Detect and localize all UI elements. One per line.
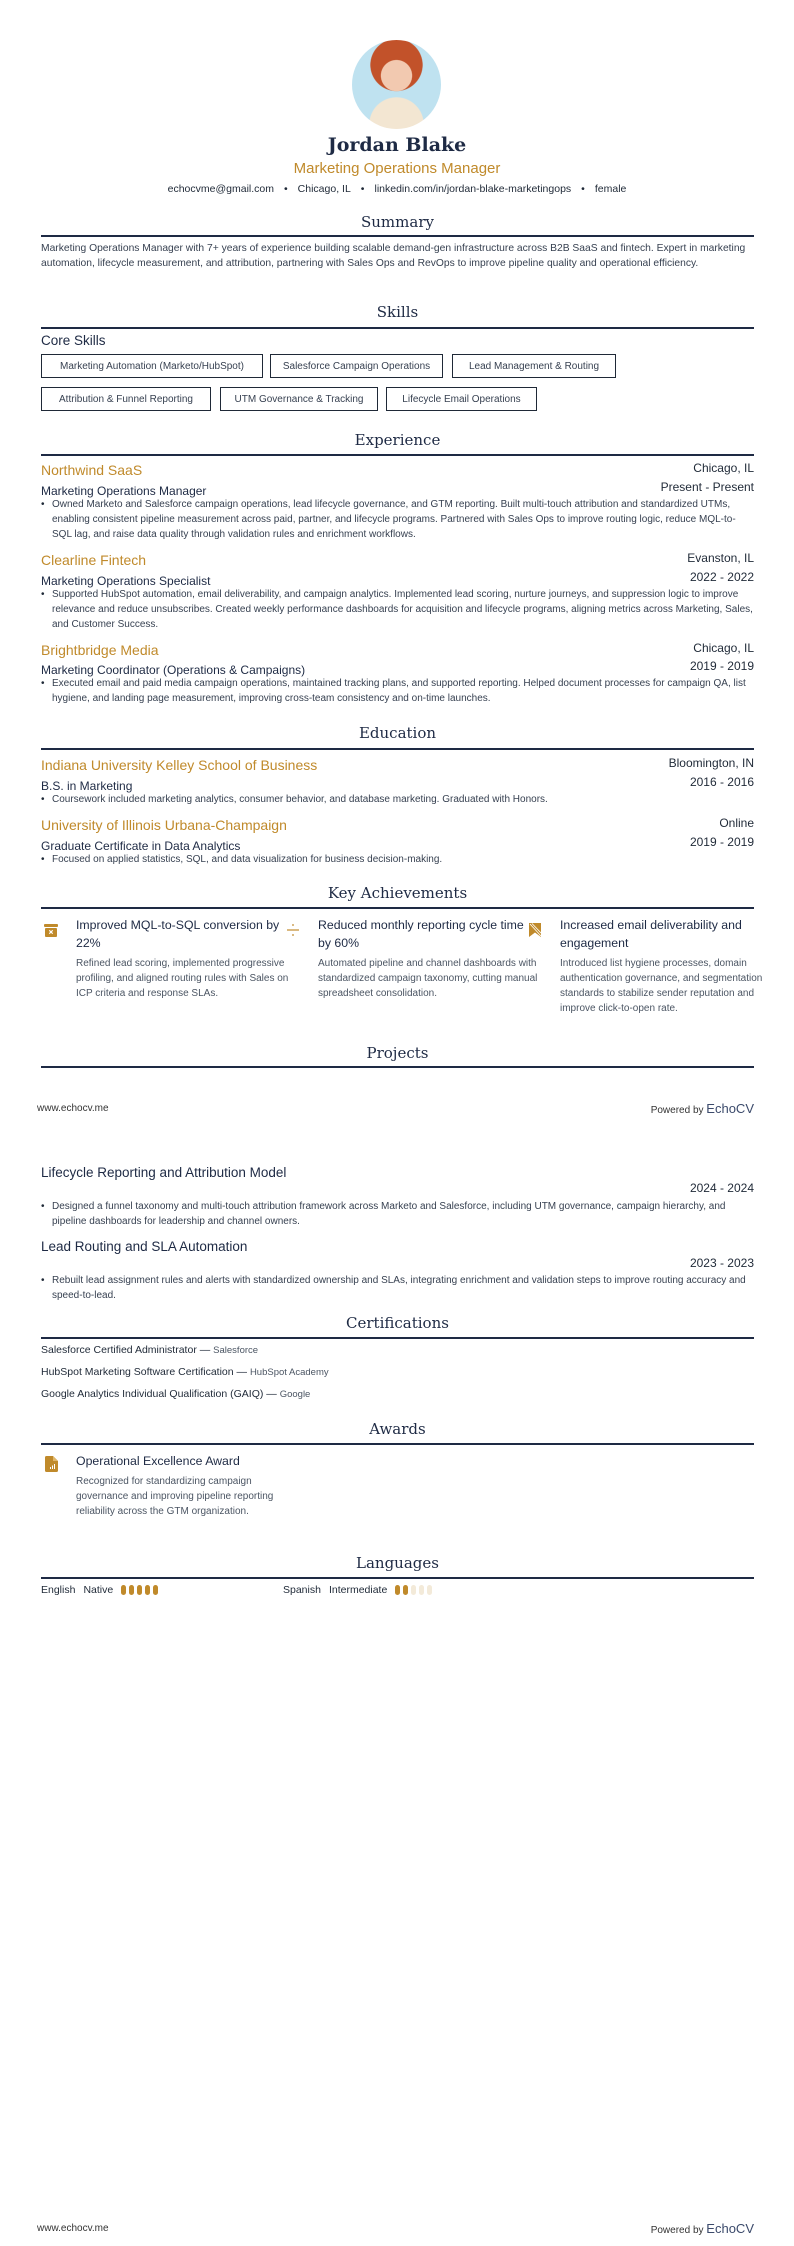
footer-powered <box>651 1101 754 1116</box>
candidate-title: Marketing Operations Manager <box>293 160 501 177</box>
section-title-languages: Languages <box>356 1554 439 1572</box>
degree: B.S. in Marketing <box>41 779 133 793</box>
rating-pip-filled <box>129 1585 134 1595</box>
footer-powered-label: Powered by <box>650 2225 704 2236</box>
rating-pip-filled <box>121 1585 126 1595</box>
footer-powered <box>651 2221 754 2236</box>
experience-item-role <box>41 480 754 498</box>
section-title-education: Education <box>358 724 437 742</box>
section-title-summary: Summary <box>361 213 434 231</box>
certification-issuer: Google <box>279 1389 311 1400</box>
separator-dot: • <box>581 183 585 195</box>
award-document-icon <box>45 1456 58 1472</box>
education-bullet: • Focused on applied statistics, SQL, and data visualization for business decision-making. <box>41 852 754 867</box>
school-location: Bloomington, IN <box>668 756 754 770</box>
education-dates: 2016 - 2016 <box>689 775 754 789</box>
experience-item-role <box>41 659 754 677</box>
skill-chip: UTM Governance & Tracking <box>220 387 378 411</box>
certification-name: HubSpot Marketing Software Certification <box>41 1366 234 1378</box>
rating-pip-empty <box>427 1585 432 1595</box>
achievement-card <box>560 916 780 1016</box>
rating-pip-filled <box>403 1585 408 1595</box>
language-level: Intermediate <box>328 1584 388 1596</box>
project-item-dates <box>41 1181 754 1199</box>
degree: Graduate Certificate in Data Analytics <box>41 839 241 853</box>
employer-location: Evanston, IL <box>687 551 754 565</box>
language-name: English <box>41 1584 76 1596</box>
education-item-degree <box>41 835 754 853</box>
skill-chip: Lead Management & Routing <box>452 354 616 378</box>
bookmark-slash-icon <box>527 922 543 938</box>
language-item <box>41 1584 161 1596</box>
employer-location: Chicago, IL <box>693 641 754 655</box>
footer-brand[interactable]: EchoCV <box>706 1101 754 1116</box>
certification-issuer: HubSpot Academy <box>249 1367 329 1378</box>
section-title-projects: Projects <box>366 1044 429 1062</box>
skill-chip: Lifecycle Email Operations <box>386 387 537 411</box>
candidate-name: Jordan Blake <box>327 134 467 156</box>
certification-separator: — <box>266 1388 277 1400</box>
achievement-card <box>76 916 296 1001</box>
section-divider <box>41 1577 754 1579</box>
section-divider <box>41 1066 754 1068</box>
language-rating <box>121 1585 161 1595</box>
achievement-title: Increased email deliverability and engagement <box>560 918 742 950</box>
project-bullet: • Rebuilt lead assignment rules and alerts with standardized ownership and SLAs, integrating enrichment and validation steps to improve routing accuracy and speed-to-lead. <box>41 1273 754 1303</box>
achievement-card <box>318 916 538 1001</box>
section-title-skills: Skills <box>376 303 419 321</box>
language-name: Spanish <box>283 1584 321 1596</box>
achievement-desc: Automated pipeline and channel dashboards with standardized campaign taxonomy, cutting manual spreadsheet consolidation. <box>318 958 538 999</box>
avatar <box>352 40 441 129</box>
archive-box-icon <box>43 922 59 938</box>
divide-icon <box>285 922 301 938</box>
section-divider <box>41 454 754 456</box>
job-dates: Present - Present <box>660 480 754 494</box>
project-name: Lead Routing and SLA Automation <box>41 1239 248 1254</box>
certification-issuer: Salesforce <box>213 1345 259 1356</box>
project-bullet: • Designed a funnel taxonomy and multi-touch attribution framework across Marketo and Salesforce, including UTM governance, campaign hierarchy, and pipeline dashboards for leadership and channel owners. <box>41 1199 754 1229</box>
section-divider <box>41 1337 754 1339</box>
experience-bullet: • Owned Marketo and Salesforce campaign operations, lead lifecycle governance, and GTM reporting. Built multi-touch attribution and standardized UTMs, enabling consistent pipeline measurement across paid, partner, and lifecycle programs. Partnered with Sales Ops to improve routing logic, reduce MQL-to-SQL lag, and raise data quality through validation rules and enrichment workflows. <box>41 497 754 542</box>
certification-name: Google Analytics Individual Qualification (GAIQ) <box>41 1388 264 1400</box>
rating-pip-empty <box>419 1585 424 1595</box>
job-title: Marketing Coordinator (Operations & Campaigns) <box>41 663 306 677</box>
experience-item-header <box>41 460 754 478</box>
award-card <box>76 1452 286 1519</box>
skill-chip: Attribution & Funnel Reporting <box>41 387 211 411</box>
section-divider <box>41 1443 754 1445</box>
rating-pip-filled <box>395 1585 400 1595</box>
language-item <box>283 1584 435 1596</box>
school-name: University of Illinois Urbana-Champaign <box>41 817 287 833</box>
employer-name: Brightbridge Media <box>41 642 159 658</box>
certification-separator: — <box>236 1366 248 1378</box>
section-divider <box>41 748 754 750</box>
experience-item-header <box>41 550 754 568</box>
education-item-header <box>41 815 754 833</box>
footer-brand[interactable]: EchoCV <box>706 2221 754 2236</box>
rating-pip-empty <box>411 1585 416 1595</box>
contact-linkedin[interactable]: linkedin.com/in/jordan-blake-marketingops <box>374 183 572 195</box>
contact-location: Chicago, IL <box>297 183 351 195</box>
project-item-dates <box>41 1256 754 1274</box>
skill-chip: Salesforce Campaign Operations <box>270 354 443 378</box>
section-title-certifications: Certifications <box>346 1314 449 1332</box>
achievement-desc: Introduced list hygiene processes, domain authentication governance, and segmentation standards to stabilize sender reputation and improve click-to-open rate. <box>560 958 763 1014</box>
job-dates: 2022 - 2022 <box>689 570 754 584</box>
education-item-degree <box>41 775 754 793</box>
project-item-header <box>41 1162 754 1182</box>
language-rating <box>395 1585 435 1595</box>
section-divider <box>41 907 754 909</box>
separator-dot: • <box>360 183 365 195</box>
employer-location: Chicago, IL <box>693 461 754 475</box>
award-title: Operational Excellence Award <box>76 1454 240 1468</box>
employer-name: Clearline Fintech <box>41 552 147 568</box>
certification-separator: — <box>199 1344 211 1356</box>
footer-site-link[interactable]: www.echocv.me <box>37 1103 109 1114</box>
certification-name: Salesforce Certified Administrator <box>41 1344 197 1356</box>
achievement-title: Improved MQL-to-SQL conversion by 22% <box>76 918 280 950</box>
achievement-desc: Refined lead scoring, implemented progressive profiling, and aligned routing rules with Sales on ICP criteria and response SLAs. <box>76 958 289 999</box>
project-item-header <box>41 1236 754 1256</box>
project-dates: 2024 - 2024 <box>689 1181 754 1195</box>
footer-powered-label: Powered by <box>650 1105 704 1116</box>
education-bullet: • Coursework included marketing analytics, consumer behavior, and database marketing. Graduated with Honors. <box>41 792 754 807</box>
job-title: Marketing Operations Manager <box>41 484 207 498</box>
job-dates: 2019 - 2019 <box>689 659 754 673</box>
language-level: Native <box>83 1584 114 1596</box>
award-desc: Recognized for standardizing campaign governance and improving pipeline reporting reliability across the GTM organization. <box>76 1476 274 1517</box>
contact-gender: female <box>594 183 627 195</box>
section-title-experience: Experience <box>354 431 441 449</box>
employer-name: Northwind SaaS <box>41 462 143 478</box>
rating-pip-filled <box>145 1585 150 1595</box>
experience-bullet: • Executed email and paid media campaign operations, maintained tracking plans, and supported reporting. Helped document processes for campaign QA, list hygiene, and landing page measurement, improving cross-team consistency and on-time launches. <box>41 676 754 706</box>
certification-item <box>41 1344 258 1356</box>
footer-site-link[interactable]: www.echocv.me <box>37 2223 109 2234</box>
project-dates: 2023 - 2023 <box>689 1256 754 1270</box>
section-title-achievements: Key Achievements <box>327 884 468 902</box>
contact-line <box>0 183 794 195</box>
project-name: Lifecycle Reporting and Attribution Model <box>41 1165 287 1180</box>
section-divider <box>41 327 754 329</box>
separator-dot: • <box>283 183 288 195</box>
education-item-header <box>41 755 754 773</box>
experience-item-header <box>41 640 754 658</box>
contact-email[interactable]: echocvme@gmail.com <box>167 183 274 195</box>
job-title: Marketing Operations Specialist <box>41 574 211 588</box>
school-name: Indiana University Kelley School of Business <box>41 757 318 773</box>
school-location: Online <box>719 816 754 830</box>
summary-text: Marketing Operations Manager with 7+ years of experience building scalable demand-gen infrastructure across B2B SaaS and fintech. Expert in marketing automation, lifecycle measurement, and attribution, partnering with Sales Ops and RevOps to improve pipeline quality and operational efficiency. <box>41 243 746 269</box>
rating-pip-filled <box>153 1585 158 1595</box>
skills-group-title: Core Skills <box>41 333 106 348</box>
experience-bullet: • Supported HubSpot automation, email deliverability, and campaign analytics. Implemented lead scoring, nurture journeys, and suppression logic to improve relevance and reduce unsubscribes. Created weekly performance dashboards for acquisition and lifecycle programs, aligning metrics across Marketing, Sales, and Customer Success. <box>41 587 754 632</box>
section-title-awards: Awards <box>369 1420 426 1438</box>
section-divider <box>41 235 754 237</box>
experience-item-role <box>41 570 754 588</box>
rating-pip-filled <box>137 1585 142 1595</box>
certification-item <box>41 1366 329 1378</box>
certification-item <box>41 1388 310 1400</box>
achievement-title: Reduced monthly reporting cycle time by 60% <box>318 918 524 950</box>
education-dates: 2019 - 2019 <box>689 835 754 849</box>
skill-chip: Marketing Automation (Marketo/HubSpot) <box>41 354 263 378</box>
